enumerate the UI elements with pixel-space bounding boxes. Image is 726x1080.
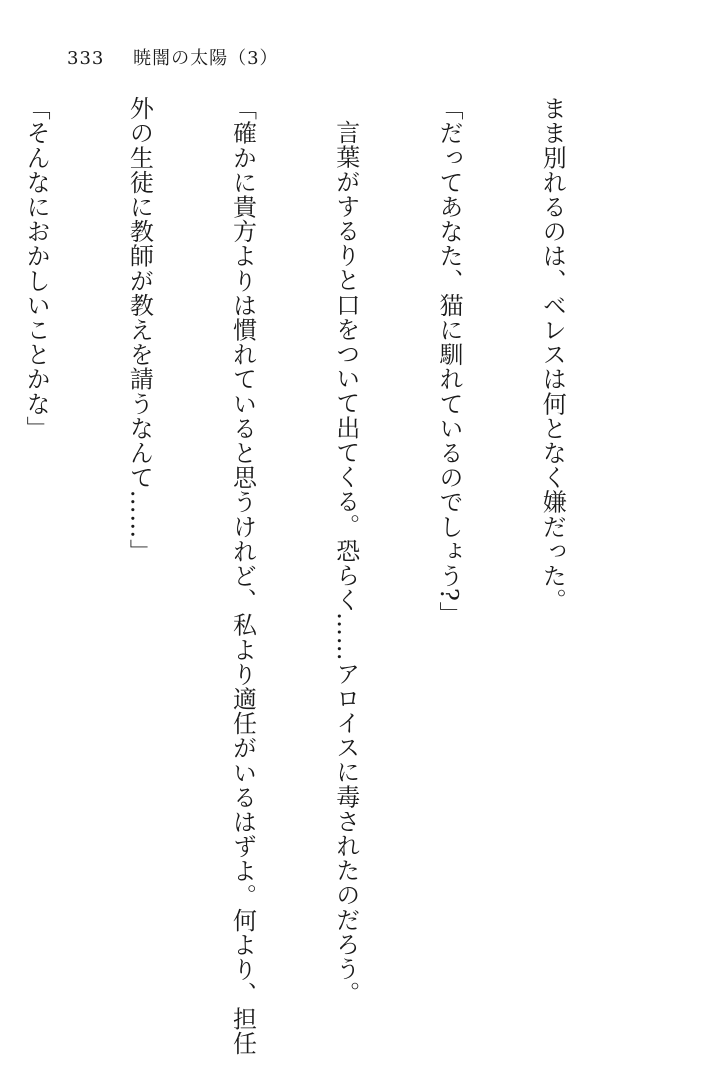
page-header [67, 44, 279, 70]
text-line: 外の生徒に教師が教えを請うなんて……」 [125, 96, 154, 564]
text-line: 「確かに貴方よりは慣れていると思うけれど、私より適任がいるはずよ。何より、担任 [228, 96, 257, 1056]
chapter-title: 暁闇の太陽（3） [133, 48, 279, 69]
text-line: 言葉がするりと口をついて出てくる。恐らく……アロイスに毒されたのだろう。 [331, 120, 360, 1006]
text-line: 「だってあなた、猫に馴れているのでしょう?」 [434, 96, 463, 627]
text-line: まま別れるのは、ベレスは何となく嫌だった。 [538, 96, 567, 613]
page-number: 333 [67, 48, 105, 69]
body-text [0, 96, 638, 1056]
text-line: 「そんなにおかしいことかな」 [22, 96, 51, 441]
